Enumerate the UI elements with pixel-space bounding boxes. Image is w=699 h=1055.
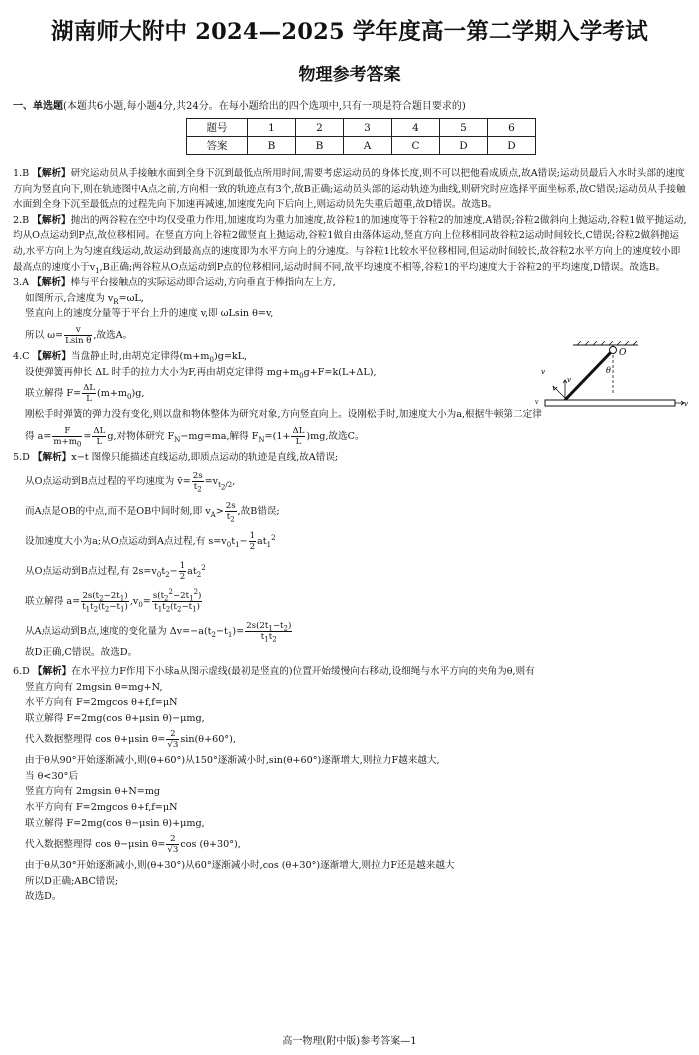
solution-3: 3.A 【解析】棒与平台接触点的实际运动即合运动,方向垂直于棒指向左上方, 如图所示,合速度为 $v_R=\omega L$, 竖直向上的速度分量等于平台上升的速度 v,即 ωLsin θ=v, 所以 ω= $\frac{v}{\text{Lsin θ}}$ ,故选A。 [13, 277, 336, 346]
label-vr: v [541, 368, 545, 376]
label-v-platform: v [684, 400, 688, 408]
label-v: v [567, 376, 571, 384]
table-cell: 4 [392, 119, 440, 137]
label-theta: θ [606, 366, 611, 375]
page-subtitle: 物理参考答案 [298, 65, 401, 85]
table-cell: 6 [488, 119, 536, 137]
solution-1: 1.B 【解析】研究运动员从手接触水面到全身下沉到最低点所用时间,需要考虑运动员的身体长度,则不可以把他看成质点,故A错误;运动员最后入水时头部的速度方向为竖直向下,则在轨迹图中A点之前,方向相一致的轨迹点有3个,故B正确;运动员头部的运动轨迹为曲线,则研究时应选择平面坐标系,故C错误;运动员从手接触水面到全身下沉至最低点的过程先向下加速再减速,加速度先向下后向上,则运动员先失重后超重,故D错误。故选B。 [13, 168, 686, 211]
table-cell: D [488, 137, 536, 155]
velocity-vr-arrow [553, 386, 565, 398]
table-cell: 3 [344, 119, 392, 137]
solution-4: 4.C 【解析】当盘静止时,由胡克定律得$(m+m_0)g=kL$, 设使弹簧再伸长 ΔL 时手的拉力大小为F,再由胡克定律得 $mg+m_0g+F=k(L+\Delta L)$, 联立解得 F= $\frac{\Delta L}{L}$ $(m+m_0)g$, 刚松手时弹簧的弹力没有变化,则以盘和物体整体为研究对象,方向竖直向上。设刚松手时,加速度大小为a,根据牛顿第二定律 得 a= $\frac{F}{m+m_0}$ = $\frac{\Delta L}{L}$ g,对物体研究 $F_N-mg=ma$,解得 $F_N=(1+$ $\frac{\Delta L}{L}$ )mg,故选C。 [13, 350, 542, 449]
platform [545, 400, 675, 406]
table-cell: 1 [248, 119, 296, 137]
rod [565, 350, 613, 400]
table-cell: B [248, 137, 296, 155]
solution-5: 5.D 【解析】x−t 图像只能描述直线运动,即质点运动的轨迹是直线,故A错误; 从O点运动到B点过程的平均速度为 v̄= $\frac{2s}{t_2}$ $=v_{t_2/2}$, 而A点是OB的中点,而不是OB中间时刻,即 $v_A>$ $\frac{2s}{t_2}$ ,故B错误; 设加速度大小为a;从O点运动到A点过程,有 $s=v_0t_1-$ $\frac{1}{2}$ $at_1^2$ 从O点运动到B点过程,有 $2s=v_0t_2-$ $\frac{1}{2}$ $at_2^2$ 联立解得 a= $\frac{2s(t_2-2t_1)}{t_1t_2(t_2-t_1)}$ $,v_0=$ $\frac{s(t_2^2-2t_1^2)}{t_1t_2(t_2-t_1)}$ 从A点运动到B点,速度的变化量为 $\Delta v=-a(t_2-t_1)=$ $\frac{2s(2t_1-t_2)}{t_1t_2}$ 故D正确,C错误。故选D。 [13, 451, 339, 659]
section-label: 一、单选题 [13, 101, 63, 112]
page-footer: 高一物理(附中版)参考答案—1 [282, 1036, 417, 1047]
table-cell: A [344, 137, 392, 155]
table-row [187, 119, 536, 137]
solutions [13, 166, 688, 905]
section-heading [13, 97, 466, 112]
solution-6: 6.D 【解析】在水平拉力F作用下小球a从图示虚线(最初是竖直的)位置开始缓慢向右移动,设细绳与水平方向的夹角为θ,则有 竖直方向有 2mgsin θ=mg+N, 水平方向有 F=2mgcos θ+f,f=μN 联立解得 F=2mg(cos θ+μsin θ)−μmg, 代入数据整理得 cos θ+μsin θ= $\frac{2}{√3}$ sin(θ+60°), 由于θ从90°开始逐渐减小,则(θ+60°)从150°逐渐减小时,sin(θ+60°)逐渐增大,则拉力F越来越大, 当 θ<30°后 竖直方向有 2mgsin θ+N=mg 水平方向有 F=2mgcos θ+f,f=μN 联立解得 F=2mg(cos θ−μsin θ)+μmg, 代入数据整理得 cos θ−μsin θ= $\frac{2}{√3}$ cos (θ+30°), 由于θ从30°开始逐渐减小,则(θ+30°)从60°逐渐减小时,cos (θ+30°)逐渐增大,则拉力F还是越来越大 所以D正确;ABC错误; 故选D。 [13, 665, 535, 903]
table-header-cell: 题号 [187, 119, 248, 137]
table-cell: C [392, 137, 440, 155]
ceiling-hatching [577, 341, 637, 345]
answer-table [186, 118, 536, 155]
label-tick: v [535, 399, 539, 406]
rod-platform-figure [533, 340, 689, 420]
solution-2: 2.B 【解析】抛出的两谷粒在空中均仅受重力作用,加速度均为重力加速度,故谷粒1的加速度等于谷粒2的加速度,A错误;谷粒2做斜向上抛运动,谷粒1做平抛运动,均从O点运动到P点,故位移相同。在竖直方向上谷粒2做竖直上抛运动,谷粒1做自由落体运动,竖直方向上位移相同故谷粒2运动时间较长,C错误;谷粒2做斜抛运动,水平方向上为匀速直线运动,故运动到最高点的速度即为水平方向上的分速度。与谷粒1比较水平位移相同,但运动时间较长,故谷粒2水平方向上的速度较小即最高点的速度小于$v_1,B$正确;两谷粒从O点运动到P点的位移相同,运动时间不同,故平均速度不相等,谷粒1的平均速度大于谷粒2的平均速度,D错误。故选B。 [13, 214, 687, 275]
table-header-cell: 答案 [187, 137, 248, 155]
table-cell: B [296, 137, 344, 155]
label-o: O [619, 348, 627, 358]
table-cell: 5 [440, 119, 488, 137]
section-description: (本题共6小题,每小题4分,共24分。在每小题给出的四个选项中,只有一项是符合题目要求的) [63, 101, 466, 112]
table-cell: 2 [296, 119, 344, 137]
table-row [187, 137, 536, 155]
pivot-point [610, 347, 617, 354]
table-cell: D [440, 137, 488, 155]
page-title: 湖南师大附中 2024—2025 学年度高一第二学期入学考试 [51, 19, 648, 45]
